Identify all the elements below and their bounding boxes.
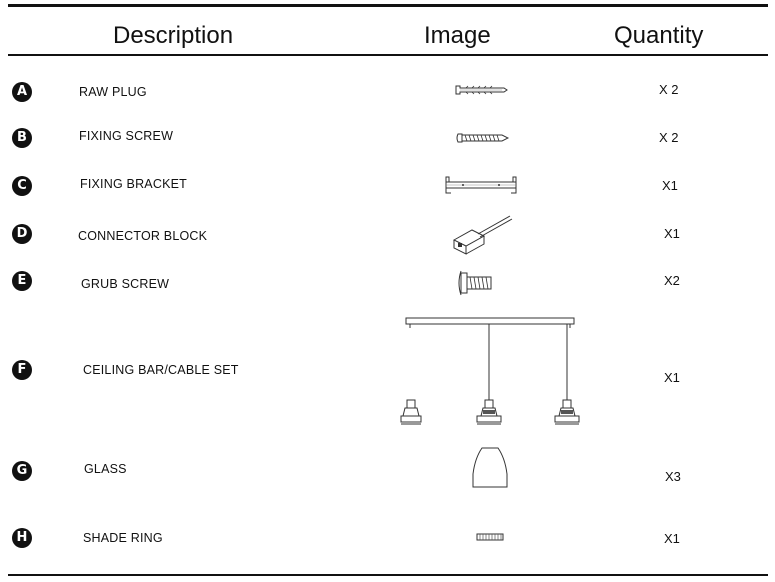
part-name: CONNECTOR BLOCK [78,229,208,243]
glass-shade-icon [469,444,511,490]
header-rule [8,54,768,56]
table-bottom-rule [8,574,768,576]
part-quantity: X1 [664,226,680,241]
row-letter-badge: H [12,528,32,548]
row-letter-badge: G [12,461,32,481]
row-letter-badge: E [12,271,32,291]
row-letter-badge: B [12,128,32,148]
part-name: GRUB SCREW [81,277,170,291]
row-letter-badge: D [12,224,32,244]
part-quantity: X1 [664,531,680,546]
part-quantity: X 2 [659,82,679,97]
part-quantity: X2 [664,273,680,288]
ceiling-bar-cable-set-icon [400,314,580,428]
shade-ring-icon [476,533,504,541]
raw-plug-icon [452,80,510,100]
part-name: SHADE RING [83,531,163,545]
fixing-screw-icon [456,131,510,145]
part-name: FIXING BRACKET [80,177,187,191]
part-quantity: X1 [662,178,678,193]
header-image: Image [424,22,491,49]
row-letter-badge: F [12,360,32,380]
part-quantity: X 2 [659,130,679,145]
row-letter-badge: C [12,176,32,196]
row-letter-badge: A [12,82,32,102]
part-name: CEILING BAR/CABLE SET [83,363,239,377]
part-quantity: X1 [664,370,680,385]
fixing-bracket-icon [443,174,519,196]
part-name: FIXING SCREW [79,129,174,143]
header-quantity: Quantity [614,22,704,49]
grub-screw-icon [455,268,497,298]
header-description: Description [113,22,234,49]
part-quantity: X3 [665,469,681,484]
part-name: GLASS [84,462,127,476]
connector-block-icon [450,212,518,256]
part-name: RAW PLUG [79,85,147,99]
table-top-rule [8,4,768,7]
